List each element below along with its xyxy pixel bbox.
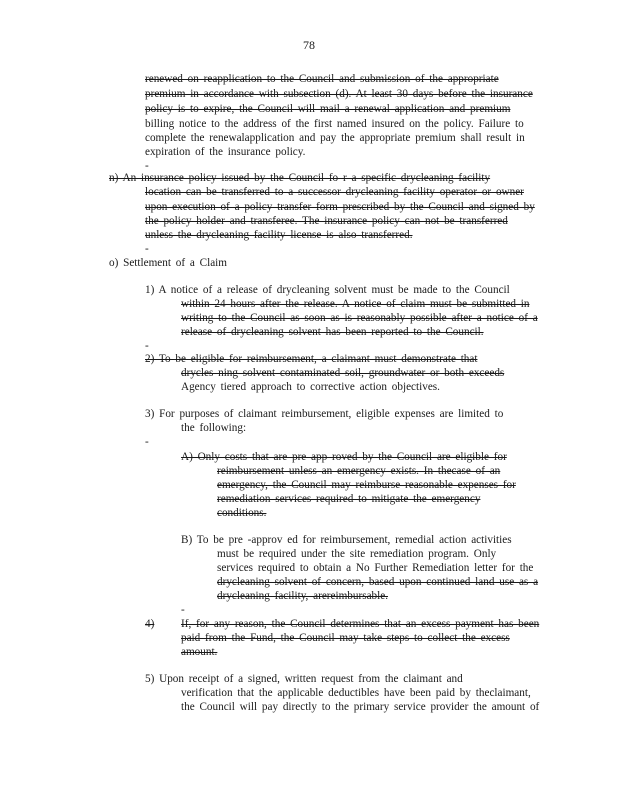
deleted-item-label: 4) bbox=[145, 618, 155, 630]
deleted-line: renewed on reapplication to the Council and submission of the appropriate bbox=[145, 73, 499, 85]
text-line: verification that the applicable deductibles have been paid by theclaimant, bbox=[181, 687, 531, 699]
deleted-line: emergency, the Council may reimburse reasonable expenses for bbox=[217, 479, 516, 491]
text-line: 5) Upon receipt of a signed, written request from the claimant and bbox=[145, 673, 463, 685]
marker: - bbox=[145, 160, 149, 172]
text-line: Agency tiered approach to corrective action objectives. bbox=[181, 381, 440, 393]
text-line: the following: bbox=[181, 422, 247, 434]
text-line: 3) For purposes of claimant reimbursement, eligible expenses are limited to bbox=[145, 408, 504, 420]
text-line: services required to obtain a No Further Remediation letter for the bbox=[217, 562, 534, 574]
deleted-line: paid from the Fund, the Council may take steps to collect the excess bbox=[181, 632, 510, 644]
text-line: B) To be pre -approv ed for reimbursement, remedial action activities bbox=[181, 534, 512, 546]
deleted-line: conditions. bbox=[217, 507, 267, 519]
marker: - bbox=[145, 340, 149, 352]
section-heading: o) Settlement of a Claim bbox=[109, 257, 227, 269]
deleted-line: premium in accordance with subsection (d). At least 30 days before the insurance bbox=[145, 88, 533, 100]
deleted-line: upon execution of a policy transfer form prescribed by the Council and signed by bbox=[145, 201, 535, 213]
marker: - bbox=[145, 436, 149, 448]
deleted-line: location can be transferred to a successor drycleaning facility operator or owner bbox=[145, 186, 524, 198]
deleted-line: the policy holder and transferee. The insurance policy can not be transferred bbox=[145, 215, 508, 227]
text-line: complete the renewalapplication and pay the appropriate premium shall result in bbox=[145, 132, 525, 144]
deleted-line: n) An insurance policy issued by the Council fo r a specific drycleaning facility bbox=[109, 172, 491, 184]
page-number: 78 bbox=[303, 38, 315, 52]
deleted-line: release of drycleaning solvent has been reported to the Council. bbox=[181, 326, 484, 338]
deleted-line: 2) To be eligible for reimbursement, a claimant must demonstrate that bbox=[145, 353, 478, 365]
deleted-line: drycleaning solvent of concern, based upon continued land use as a bbox=[217, 576, 539, 588]
deleted-line: policy is to expire, the Council will mail a renewal application and premium bbox=[145, 103, 511, 115]
deleted-line: A) Only costs that are pre app roved by the Council are eligible for bbox=[181, 451, 507, 463]
deleted-line: If, for any reason, the Council determines that an excess payment has been bbox=[181, 618, 540, 630]
deleted-line: amount. bbox=[181, 646, 218, 658]
deleted-line: writing to the Council as soon as is reasonably possible after a notice of a bbox=[181, 312, 538, 324]
text-line: the Council will pay directly to the primary service provider the amount of bbox=[181, 701, 540, 713]
text-line: 1) A notice of a release of drycleaning solvent must be made to the Council bbox=[145, 284, 510, 296]
marker: - bbox=[145, 243, 149, 255]
deleted-line: within 24 hours after the release. A notice of claim must be submitted in bbox=[181, 298, 530, 310]
deleted-line: drycleaning facility, arereimbursable. bbox=[217, 590, 389, 602]
deleted-line: remediation services required to mitigate the emergency bbox=[217, 493, 481, 505]
text-line: billing notice to the address of the first named insured on the policy. Failure to bbox=[145, 118, 524, 130]
deleted-line: reimbursement unless an emergency exists. In thecase of an bbox=[217, 465, 501, 477]
deleted-line: unless the drycleaning facility license is also transferred. bbox=[145, 229, 413, 241]
deleted-line: drycles ning solvent contaminated soil, groundwater or both exceeds bbox=[181, 367, 505, 379]
text-line: expiration of the insurance policy. bbox=[145, 146, 306, 158]
text-line: must be required under the site remediation program. Only bbox=[217, 548, 497, 560]
marker: - bbox=[181, 604, 185, 616]
